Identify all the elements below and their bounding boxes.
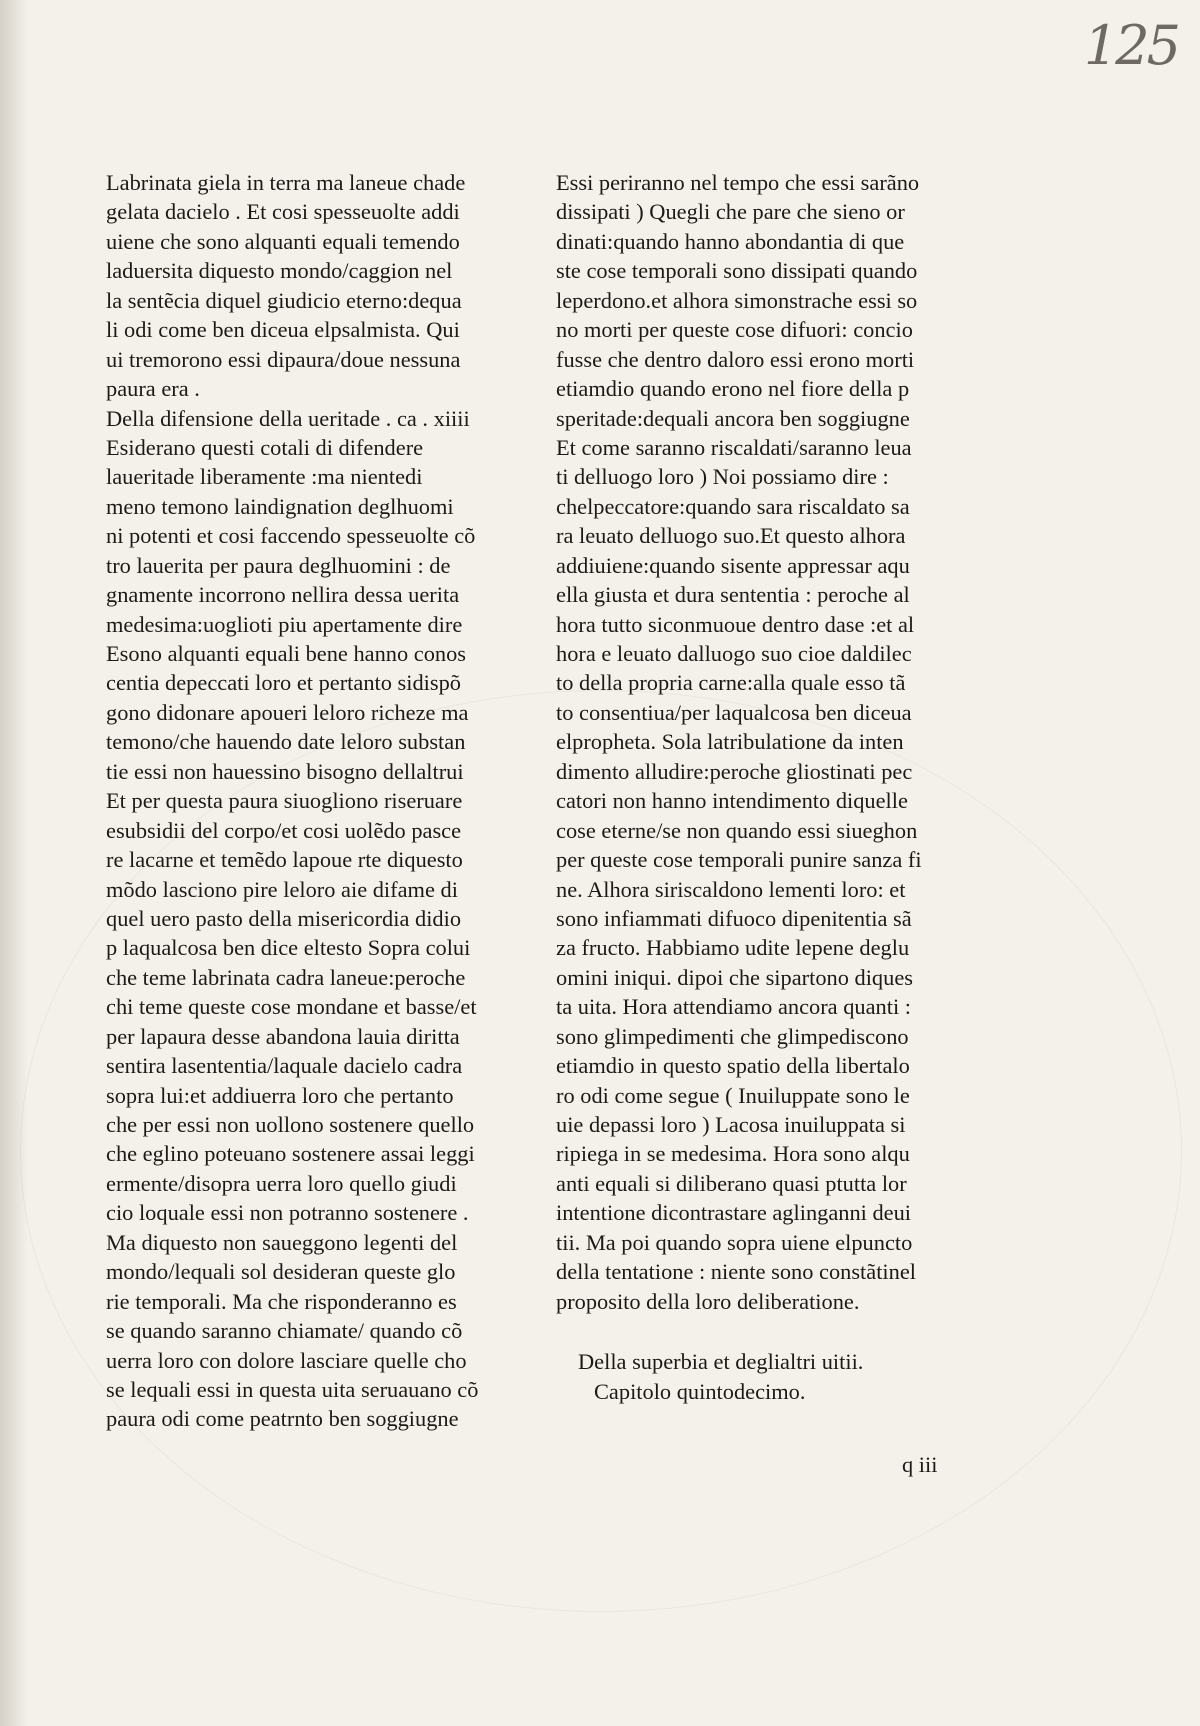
- text-line: ui tremorono essi dipaura/doue nessuna: [106, 346, 461, 372]
- text-line: quel uero pasto della misericordia didio: [106, 905, 462, 931]
- text-line: Ma diquesto non saueggono legenti del: [106, 1229, 458, 1255]
- text-line: anti equali si diliberano quasi ptutta lor: [556, 1170, 907, 1196]
- text-line: cio loquale essi non potranno sostenere .: [106, 1200, 469, 1226]
- text-line: ti delluogo loro ) Noi possiamo dire :: [556, 464, 889, 490]
- text-line: dinati:quando hanno abondantia di que: [556, 228, 905, 254]
- text-line: gelata dacielo . Et cosi spesseuolte addi: [106, 199, 460, 225]
- text-line: Labrinata giela in terra ma laneue chade: [106, 170, 466, 195]
- text-line: no morti per queste cose difuori: concio: [556, 317, 913, 343]
- text-line: la sentẽcia diquel giudicio eterno:dequa: [106, 287, 462, 313]
- text-line: Esiderano questi cotali di difendere: [106, 434, 424, 460]
- text-line: ni potenti et cosi faccendo spesseuolte cõ: [106, 523, 476, 549]
- text-line: sono glimpedimenti che glimpediscono: [556, 1023, 909, 1049]
- text-line: che eglino poteuano sostenere assai leggi: [106, 1141, 475, 1167]
- text-line: dissipati ) Quegli che pare che sieno or: [556, 199, 905, 225]
- text-line: se quando saranno chiamate/ quando cõ: [106, 1318, 463, 1344]
- gutter-shadow: [0, 0, 28, 1726]
- text-line: etiamdio in questo spatio della libertalo: [556, 1053, 910, 1079]
- text-line: sentira lasententia/laquale dacielo cadra: [106, 1053, 463, 1079]
- text-line: rie temporali. Ma che risponderanno es: [106, 1288, 457, 1314]
- chapter-heading: Della superbia et deglialtri uitii.: [578, 1349, 864, 1375]
- text-line: p laqualcosa ben dice eltesto Sopra colui: [106, 935, 471, 961]
- text-line: Essi periranno nel tempo che essi sarãno: [556, 170, 920, 195]
- text-line: mõdo lasciono pire leloro aie difame di: [106, 876, 458, 902]
- text-line: ne. Alhora siriscaldono lementi loro: et: [556, 876, 906, 902]
- text-line: Et per questa paura siuogliono riseruare: [106, 788, 463, 814]
- text-line: cose eterne/se non quando essi siueghon: [556, 817, 918, 843]
- text-line: intentione dicontrastare aglinganni deui: [556, 1200, 912, 1226]
- text-line: Et come saranno riscaldati/saranno leua: [556, 434, 912, 460]
- text-line: li odi come ben diceua elpsalmista. Qui: [106, 317, 460, 343]
- text-line: uerra loro con dolore lasciare quelle cho: [106, 1347, 467, 1373]
- text-line: ella giusta et dura sententia : peroche al: [556, 582, 910, 608]
- text-line: to della propria carne:alla quale esso tã: [556, 670, 906, 696]
- text-line: ra leuato delluogo suo.Et questo alhora: [556, 523, 906, 549]
- text-line: per queste cose temporali punire sanza fi: [556, 847, 922, 873]
- chapter-subheading: Capitolo quintodecimo.: [594, 1378, 806, 1404]
- signature-mark: q iii: [902, 1452, 938, 1477]
- text-line: dimento alludire:peroche gliostinati pec: [556, 758, 913, 784]
- text-line: che per essi non uollono sostenere quello: [106, 1112, 475, 1137]
- text-line: gono didonare apoueri leloro richeze ma: [106, 699, 469, 725]
- folio-number: 125: [1083, 14, 1178, 77]
- text-line: uie depassi loro ) Lacosa inuiluppata si: [556, 1112, 906, 1137]
- text-line: za fructo. Habbiamo udite lepene deglu: [556, 935, 910, 961]
- text-line: ta uita. Hora attendiamo ancora quanti :: [556, 994, 912, 1020]
- text-line: ro odi come segue ( Inuiluppate sono le: [556, 1082, 910, 1108]
- text-line: chi teme queste cose mondane et basse/et: [106, 994, 477, 1020]
- text-line: ermente/disopra uerra loro quello giudi: [106, 1170, 457, 1196]
- text-line: chelpeccatore:quando sara riscaldato sa: [556, 493, 910, 519]
- text-line: temono/che hauendo date leloro substan: [106, 729, 466, 755]
- text-line: Esono alquanti equali bene hanno conos: [106, 641, 467, 666]
- text-line: esubsidii del corpo/et cosi uolẽdo pasce: [106, 817, 462, 843]
- text-line: hora tutto siconmuoue dentro dase :et al: [556, 611, 915, 637]
- text-line: to consentiua/per laqualcosa ben diceua: [556, 699, 912, 725]
- text-line: re lacarne et temẽdo lapoue rte diquesto: [106, 847, 463, 873]
- right-text-column: [556, 168, 922, 1406]
- text-line: uiene che sono alquanti equali temendo: [106, 228, 460, 254]
- text-line: gnamente incorrono nellira dessa uerita: [106, 582, 460, 608]
- text-line: hora e leuato dalluogo suo cioe daldilec: [556, 641, 912, 666]
- text-line: tie essi non hauessino bisogno dellaltrui: [106, 758, 464, 784]
- text-line: se lequali essi in questa uita seruauano cõ: [106, 1376, 479, 1402]
- text-line: addiuiene:quando sisente appressar aqu: [556, 552, 910, 578]
- text-line: laduersita diquesto mondo/caggion nel: [106, 258, 453, 284]
- text-line: della tentatione : niente sono constãtinel: [556, 1259, 917, 1285]
- text-line: fusse che dentro daloro essi erono morti: [556, 346, 915, 372]
- text-line: elpropheta. Sola latribulatione da inten: [556, 729, 904, 755]
- text-line: sopra lui:et addiuerra loro che pertanto: [106, 1082, 454, 1108]
- text-line: per lapaura desse abandona lauia diritta: [106, 1023, 460, 1049]
- text-line: laueritade liberamente :ma nientedi: [106, 464, 423, 490]
- text-line: ripiega in se medesima. Hora sono alqu: [556, 1141, 910, 1167]
- text-line: mondo/lequali sol desideran queste glo: [106, 1259, 456, 1285]
- text-line: proposito della loro deliberatione.: [556, 1288, 860, 1314]
- text-line: catori non hanno intendimento diquelle: [556, 788, 908, 814]
- text-line: ste cose temporali sono dissipati quando: [556, 258, 918, 284]
- text-line: che teme labrinata cadra laneue:peroche: [106, 964, 466, 990]
- text-line: omini iniqui. dipoi che sipartono diques: [556, 964, 913, 990]
- text-line: centia depeccati loro et pertanto sidispõ: [106, 670, 462, 696]
- text-line: tro lauerita per paura deglhuomini : de: [106, 552, 451, 578]
- text-line: Della difensione della ueritade . ca . xiiii: [106, 405, 470, 431]
- left-text-column: [106, 168, 478, 1434]
- text-line: paura odi come peatrnto ben soggiugne: [106, 1406, 459, 1432]
- text-line: etiamdio quando erono nel fiore della p: [556, 376, 910, 402]
- text-line: tii. Ma poi quando sopra uiene elpuncto: [556, 1229, 913, 1255]
- text-line: leperdono.et alhora simonstrache essi so: [556, 287, 918, 313]
- text-line: speritade:dequali ancora ben soggiugne: [556, 405, 910, 431]
- text-line: paura era .: [106, 376, 200, 402]
- text-line: meno temono laindignation deglhuomi: [106, 493, 454, 519]
- text-line: medesima:uoglioti piu apertamente dire: [106, 611, 463, 637]
- text-line: sono infiammati difuoco dipenitentia sã: [556, 905, 912, 931]
